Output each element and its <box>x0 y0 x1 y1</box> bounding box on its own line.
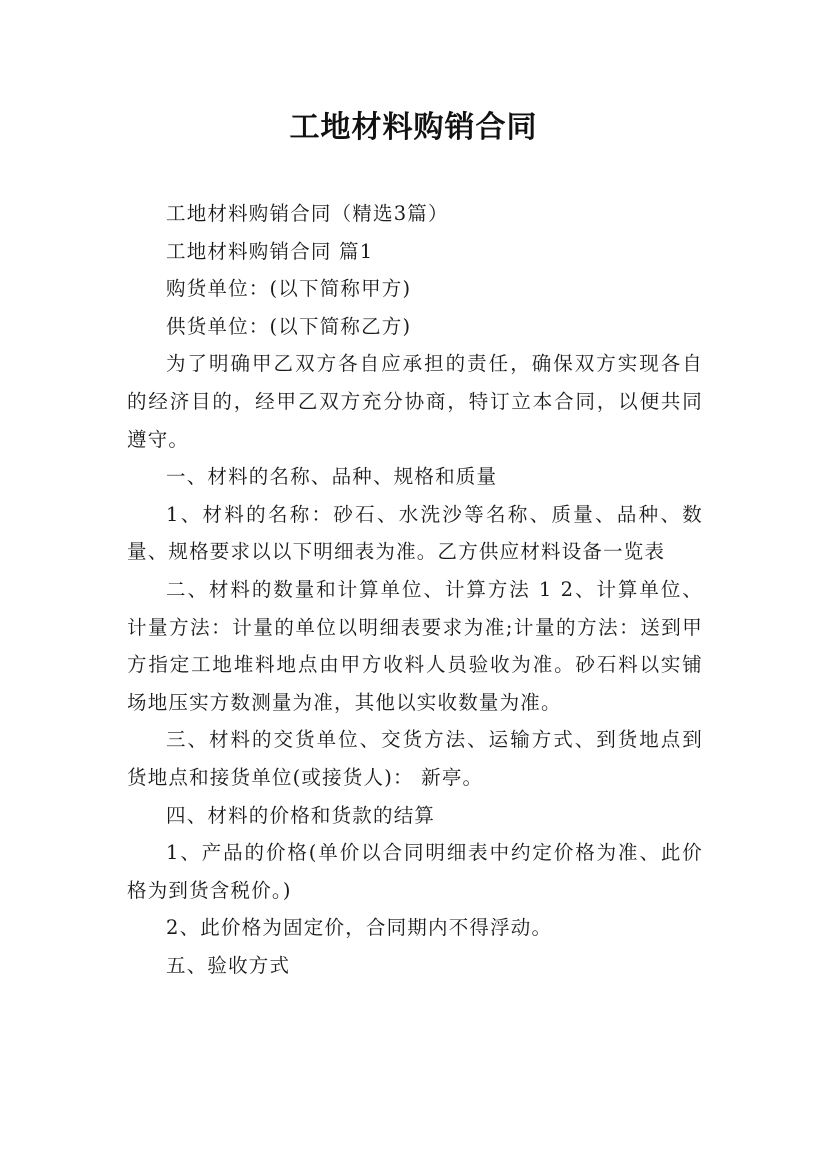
paragraph: 为了明确甲乙双方各自应承担的责任，确保双方实现各自的经济目的，经甲乙双方充分协商，特订立本合同，以便共同遵守。 <box>127 352 703 451</box>
paragraph: 1、材料的名称：砂石、水洗沙等名称、质量、品种、数量、规格要求以以下明细表为准。乙方供应材料设备一览表 <box>127 502 703 564</box>
paragraph: 一、材料的名称、品种、规格和质量 <box>166 465 498 489</box>
paragraph: 四、材料的价格和货款的结算 <box>166 803 436 827</box>
paragraph: 二、材料的数量和计算单位、计算方法 1 2、计算单位、计量方法：计量的单位以明细表要求为准;计量的方法：送到甲方指定工地堆料地点由甲方收料人员验收为准。砂石料以实铺场地压实方数测量为准，其他以实收数量为准。 <box>127 577 703 714</box>
paragraph: 购货单位：(以下简称甲方) <box>166 277 412 301</box>
paragraph: 工地材料购销合同（精选3篇） <box>166 202 449 225</box>
paragraph: 工地材料购销合同 篇1 <box>166 239 374 263</box>
paragraph: 三、材料的交货单位、交货方法、运输方式、到货地点到货地点和接货单位(或接货人)： 新亭。 <box>127 728 703 789</box>
paragraph: 五、验收方式 <box>166 953 291 977</box>
paragraph: 1、产品的价格(单价以合同明细表中约定价格为准、此价格为到货含税价。) <box>127 841 703 902</box>
paragraph: 供货单位：(以下简称乙方) <box>166 314 412 338</box>
paragraph: 2、此价格为固定价，合同期内不得浮动。 <box>166 916 553 940</box>
document-title: 工地材料购销合同 <box>289 110 538 145</box>
document-body <box>127 195 703 984</box>
